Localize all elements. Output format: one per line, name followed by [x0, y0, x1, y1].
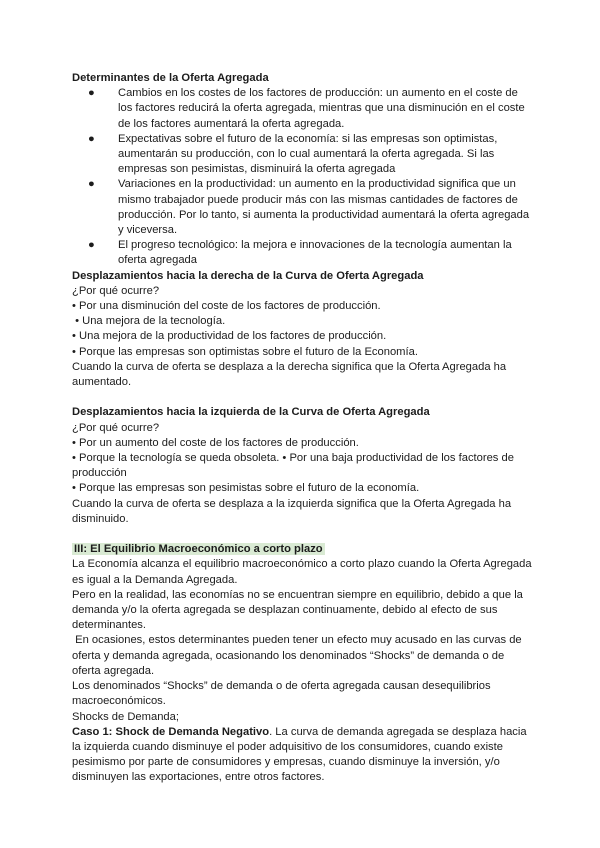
text-line: • Una mejora de la tecnología. [72, 315, 226, 328]
text-line: • Porque las empresas son optimistas sobre el futuro de la Economía. [72, 345, 418, 358]
section-heading-equilibrio [72, 542, 534, 557]
spacer [72, 527, 534, 542]
list-item: ● Variaciones en la productividad: un aumento en la productividad significa que un mismo trabajador puede producir más con las mismas cantidades de factores de producción. Por lo tanto, si aumenta la productividad aumentará la oferta agregada y viceversa. [88, 178, 530, 237]
paragraph: Los denominados “Shocks” de demanda o de oferta agregada causan desequilibrios macroeconómicos. [72, 680, 491, 708]
spacer [72, 390, 534, 405]
text-line: • Porque las empresas son pesimistas sobre el futuro de la economía. [72, 482, 420, 495]
list-item: ● Expectativas sobre el futuro de la economía: si las empresas son optimistas, aumentarán su producción, con lo cual aumentará la oferta agregada. Si las empresas son pesimistas, disminuirá la oferta agregada [88, 132, 498, 176]
section-title-izquierda: Desplazamientos hacia la izquierda de la Curva de Oferta Agregada [72, 406, 430, 419]
paragraph: Shocks de Demanda; [72, 710, 179, 723]
conclusion-text: Cuando la curva de oferta se desplaza a la derecha significa que la Oferta Agregada ha aumentado. [72, 360, 507, 389]
list-item: ● El progreso tecnológico: la mejora e innovaciones de la tecnología aumentan la oferta agregada [88, 239, 512, 267]
question-text: ¿Por qué ocurre? [72, 284, 160, 297]
case-text: . La curva de demanda agregada se desplaza hacia la izquierda cuando disminuye el poder adquisitivo de los consumidores, cuando existe pesimismo por parte de consumidores y empresas, cuando disminuye la inversión, y/o disminuyen las exportaciones, entre otros factores. [72, 725, 527, 784]
text-line: • Por una disminución del coste de los factores de producción. [72, 300, 381, 313]
document-page [72, 71, 534, 786]
case-label: Caso 1: Shock de Demanda Negativo [72, 725, 270, 738]
question-text: ¿Por qué ocurre? [72, 421, 160, 434]
text-line: • Porque la tecnología se queda obsoleta. • Por una baja productividad de los factores de producción [72, 452, 514, 480]
paragraph: Pero en la realidad, las economías no se encuentran siempre en equilibrio, debido a que la demanda y/o la oferta agregada se desplazan continuamente, debido al efecto de sus determinantes. [72, 588, 523, 632]
section-title-derecha: Desplazamientos hacia la derecha de la Curva de Oferta Agregada [72, 269, 424, 282]
section-title-determinantes: Determinantes de la Oferta Agregada [72, 72, 269, 84]
case-paragraph [72, 725, 534, 786]
list-item: ● Cambios en los costes de los factores de producción: un aumento en el coste de los factores reducirá la oferta agregada, mientras que una disminución en el coste de los factores aumentará la oferta agregada. [88, 87, 525, 130]
determinantes-list [72, 86, 534, 268]
conclusion-text: Cuando la curva de oferta se desplaza a la izquierda significa que la Oferta Agregada ha disminuido. [72, 497, 512, 525]
highlighted-title: III: El Equilibrio Macroeconómico a corto plazo [74, 543, 323, 556]
text-line: • Por un aumento del coste de los factores de producción. [72, 436, 359, 449]
bullet-icon: ● [88, 239, 95, 252]
bullet-icon: ● [88, 178, 95, 191]
paragraph: En ocasiones, estos determinantes pueden tener un efecto muy acusado en las curvas de oferta y demanda agregada, ocasionando los denominados “Shocks” de demanda o de oferta agregada. [72, 634, 525, 677]
text-line: • Una mejora de la productividad de los factores de producción. [72, 330, 387, 343]
bullet-icon: ● [88, 87, 95, 100]
paragraph: La Economía alcanza el equilibrio macroeconómico a corto plazo cuando la Oferta Agregada es igual a la Demanda Agregada. [72, 558, 532, 586]
bullet-icon: ● [88, 132, 95, 145]
